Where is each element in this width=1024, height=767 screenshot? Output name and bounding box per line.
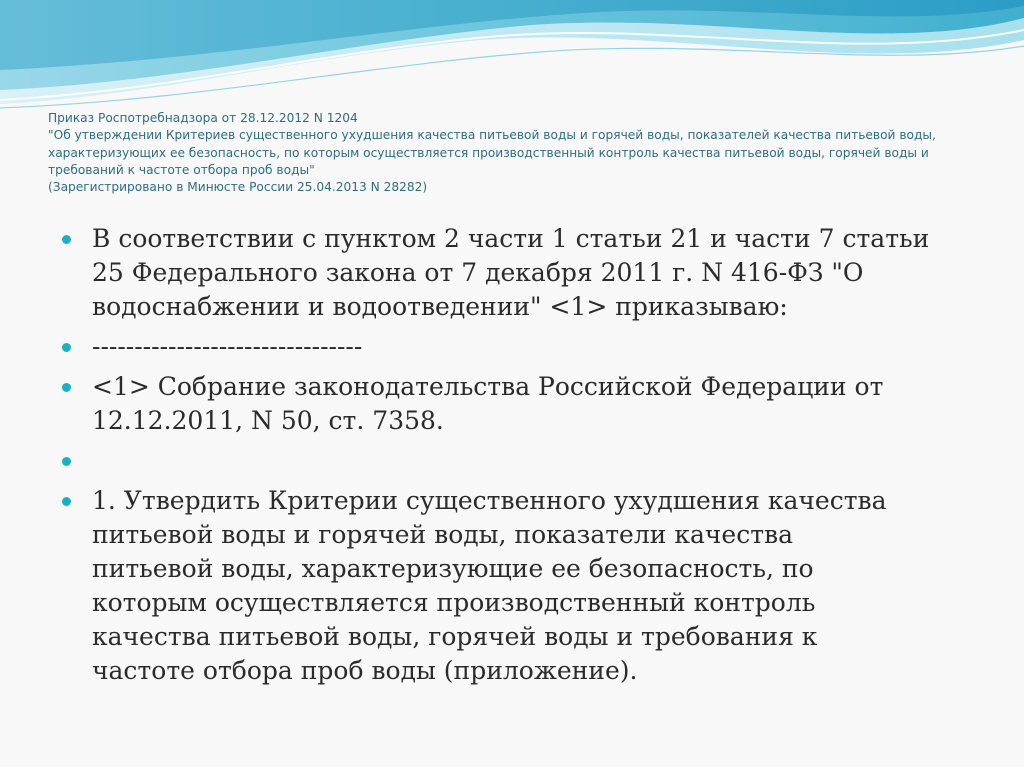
bullet-item	[62, 484, 962, 688]
bullet-item	[62, 330, 962, 364]
bullet-dot-icon	[62, 457, 71, 466]
bullet-item	[62, 222, 962, 324]
bullet-text-line: качества питьевой воды, горячей воды и требования к	[92, 622, 818, 651]
bullet-dot-icon	[62, 497, 71, 506]
header-line: "Об утверждении Критериев существенного ухудшения качества питьевой воды и горячей воды, показателей качества питьевой воды,	[48, 128, 936, 143]
document-header	[48, 110, 988, 196]
bullet-text-line: В соответствии с пунктом 2 части 1 статьи 21 и части 7 статьи	[92, 224, 930, 253]
bullet-dot-icon	[62, 383, 71, 392]
bullet-text-line: частоте отбора проб воды (приложение).	[92, 656, 638, 685]
bullet-list	[62, 222, 962, 688]
bullet-text-line: которым осуществляется производственный контроль	[92, 588, 816, 617]
bullet-text-line: <1> Собрание законодательства Российской Федерации от	[92, 372, 884, 401]
header-line: Приказ Роспотребнадзора от 28.12.2012 N 1204	[48, 111, 358, 125]
bullet-item	[62, 370, 962, 438]
bullet-dot-icon	[62, 343, 71, 352]
bullet-text-line: 12.12.2011, N 50, ст. 7358.	[92, 406, 444, 435]
header-line: требований к частоте отбора проб воды"	[48, 162, 315, 177]
header-line: характеризующих ее безопасность, по которым осуществляется производственный контроль качества питьевой воды, горячей воды и	[48, 145, 929, 160]
bullet-text-line: питьевой воды и горячей воды, показатели качества	[92, 520, 794, 549]
bullet-dot-icon	[62, 235, 71, 244]
separator-line: --------------------------------	[92, 332, 363, 361]
bullet-text-line: 25 Федерального закона от 7 декабря 2011 г. N 416-ФЗ "О	[92, 258, 864, 287]
bullet-text-line: водоснабжении и водоотведении" <1> приказываю:	[92, 292, 788, 321]
bullet-item-empty	[62, 444, 962, 478]
wave-decoration	[0, 0, 1024, 120]
bullet-text-line: питьевой воды, характеризующие ее безопасность, по	[92, 554, 814, 583]
bullet-text-line: 1. Утвердить Критерии существенного ухудшения качества	[92, 486, 887, 515]
header-line: (Зарегистрировано в Минюсте России 25.04.2013 N 28282)	[48, 180, 428, 195]
